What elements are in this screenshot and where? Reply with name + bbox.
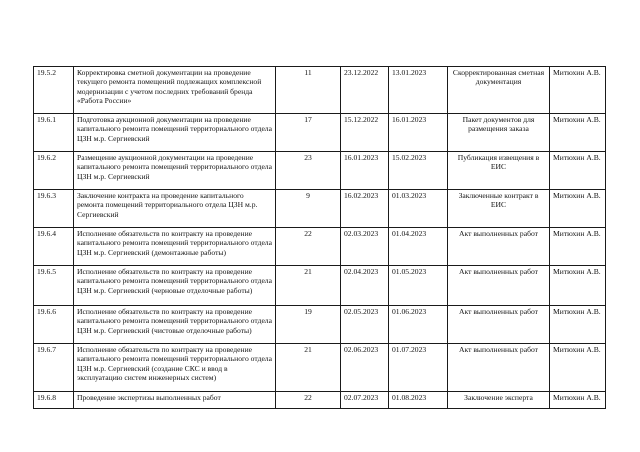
- end-date: 15.02.2023: [389, 152, 448, 190]
- duration-days: 21: [276, 266, 341, 306]
- responsible: Митюхин А.В.: [550, 67, 606, 114]
- responsible: Митюхин А.В.: [550, 306, 606, 344]
- result: Акт выполненных работ: [448, 228, 550, 266]
- row-number: 19.5.2: [34, 67, 74, 114]
- start-date: 02.06.2023: [341, 344, 389, 392]
- duration-days: 22: [276, 392, 341, 409]
- start-date: 23.12.2022: [341, 67, 389, 114]
- responsible: Митюхин А.В.: [550, 392, 606, 409]
- result: Заключение эксперта: [448, 392, 550, 409]
- task-name: Подготовка аукционной документации на проведение капитального ремонта помещений территориального отдела ЦЗН м.р. Сергиевский: [74, 114, 276, 152]
- responsible: Митюхин А.В.: [550, 266, 606, 306]
- task-name: Исполнение обязательств по контракту на проведение капитального ремонта помещений территориального отдела ЦЗН м.р. Сергиевский (черновые отделочные работы): [74, 266, 276, 306]
- start-date: 02.05.2023: [341, 306, 389, 344]
- task-name: Исполнение обязательств по контракту на проведение капитального ремонта помещений территориального отдела ЦЗН м.р. Сергиевский (создание СКС и ввод в эксплуатацию систем инженерных систем): [74, 344, 276, 392]
- end-date: 01.08.2023: [389, 392, 448, 409]
- row-number: 19.6.6: [34, 306, 74, 344]
- task-name: Исполнение обязательств по контракту на проведение капитального ремонта помещений территориального отдела ЦЗН м.р. Сергиевский (демонтажные работы): [74, 228, 276, 266]
- duration-days: 19: [276, 306, 341, 344]
- work-plan-table: [33, 66, 606, 409]
- duration-days: 11: [276, 67, 341, 114]
- row-number: 19.6.2: [34, 152, 74, 190]
- responsible: Митюхин А.В.: [550, 228, 606, 266]
- result: Скорректированная сметная документация: [448, 67, 550, 114]
- table-row: [34, 344, 606, 392]
- responsible: Митюхин А.В.: [550, 152, 606, 190]
- result: Акт выполненных работ: [448, 344, 550, 392]
- task-name: Заключение контракта на проведение капитального ремонта помещений территориального отдела ЦЗН м.р. Сергиевский: [74, 190, 276, 228]
- end-date: 13.01.2023: [389, 67, 448, 114]
- task-name: Исполнение обязательств по контракту на проведение капитального ремонта помещений территориального отдела ЦЗН м.р. Сергиевский (чистовые отделочные работы): [74, 306, 276, 344]
- end-date: 01.04.2023: [389, 228, 448, 266]
- table-row: [34, 67, 606, 114]
- start-date: 02.04.2023: [341, 266, 389, 306]
- row-number: 19.6.4: [34, 228, 74, 266]
- row-number: 19.6.3: [34, 190, 74, 228]
- table-row: [34, 190, 606, 228]
- duration-days: 17: [276, 114, 341, 152]
- start-date: 16.02.2023: [341, 190, 389, 228]
- responsible: Митюхин А.В.: [550, 114, 606, 152]
- task-name: Проведение экспертизы выполненных работ: [74, 392, 276, 409]
- row-number: 19.6.5: [34, 266, 74, 306]
- result: Публикация извещения в ЕИС: [448, 152, 550, 190]
- end-date: 16.01.2023: [389, 114, 448, 152]
- end-date: 01.06.2023: [389, 306, 448, 344]
- table-row: [34, 306, 606, 344]
- table-row: [34, 152, 606, 190]
- duration-days: 23: [276, 152, 341, 190]
- table-row: [34, 392, 606, 409]
- result: Акт выполненных работ: [448, 266, 550, 306]
- duration-days: 21: [276, 344, 341, 392]
- task-name: Корректировка сметной документации на проведение текущего ремонта помещений подлежащих комплексной модернизации с учетом последних требований бренда «Работа России»: [74, 67, 276, 114]
- result: Пакет документов для размещения заказа: [448, 114, 550, 152]
- row-number: 19.6.7: [34, 344, 74, 392]
- table-row: [34, 228, 606, 266]
- end-date: 01.05.2023: [389, 266, 448, 306]
- row-number: 19.6.1: [34, 114, 74, 152]
- table-row: [34, 114, 606, 152]
- table-row: [34, 266, 606, 306]
- start-date: 02.07.2023: [341, 392, 389, 409]
- result: Акт выполненных работ: [448, 306, 550, 344]
- end-date: 01.07.2023: [389, 344, 448, 392]
- row-number: 19.6.8: [34, 392, 74, 409]
- start-date: 15.12.2022: [341, 114, 389, 152]
- result: Заключенные контракт в ЕИС: [448, 190, 550, 228]
- task-name: Размещение аукционной документации на проведение капитального ремонта помещений территориального отдела ЦЗН м.р. Сергиевский: [74, 152, 276, 190]
- responsible: Митюхин А.В.: [550, 344, 606, 392]
- duration-days: 22: [276, 228, 341, 266]
- start-date: 02.03.2023: [341, 228, 389, 266]
- start-date: 16.01.2023: [341, 152, 389, 190]
- end-date: 01.03.2023: [389, 190, 448, 228]
- responsible: Митюхин А.В.: [550, 190, 606, 228]
- duration-days: 9: [276, 190, 341, 228]
